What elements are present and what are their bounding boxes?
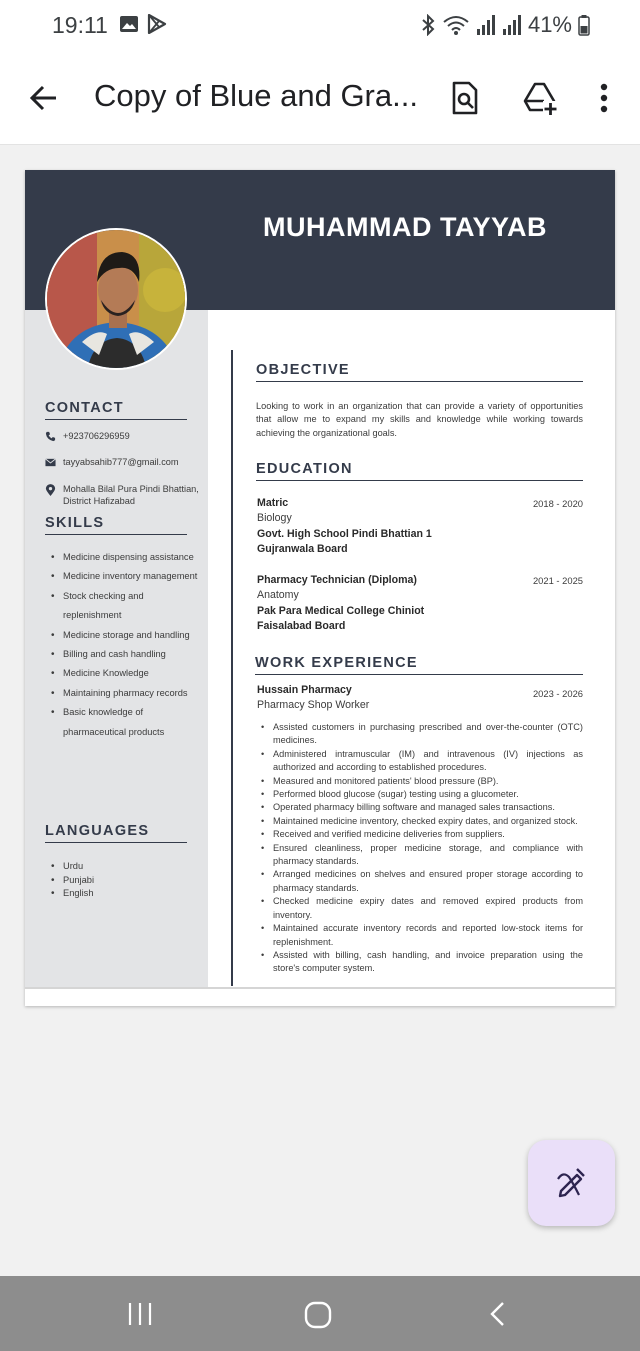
work-role: Pharmacy Shop Worker: [257, 699, 370, 712]
gallery-icon: [119, 14, 139, 34]
languages-list: [51, 860, 201, 901]
work-duty-item: • Maintained accurate inventory records and reported low-stock items for replenishment.: [258, 922, 583, 949]
objective-text: Looking to work in an organization that can provide a variety of opportunities that allow me to expand my skills and knowledge while working towards achieving the organizational goals.: [256, 401, 583, 438]
work-duty-item: • Checked medicine expiry dates and removed expired products from inventory.: [258, 895, 583, 922]
language-item: • Punjabi: [51, 874, 201, 888]
column-divider: [231, 350, 233, 986]
work-duty-item: • Ensured cleanliness, proper medicine storage, and compliance with pharmacy standards.: [258, 842, 583, 869]
work-years: 2023 - 2026: [532, 688, 583, 699]
work-experience-heading: WORK EXPERIENCE: [255, 655, 583, 675]
find-in-page-icon[interactable]: [447, 80, 483, 116]
work-duty-item: • Administered intramuscular (IM) and intravenous (IV) injections as authorized and according to established procedures.: [258, 748, 583, 775]
education-field: Biology: [257, 512, 292, 525]
work-duty-item: • Assisted customers in purchasing prescribed and over-the-counter (OTC) medicines.: [258, 721, 583, 748]
skill-item: • Maintaining pharmacy records: [51, 684, 201, 703]
location-pin-icon: [45, 484, 56, 497]
skill-item: • Medicine Knowledge: [51, 664, 201, 683]
status-time: 19:11: [52, 12, 108, 38]
back-icon[interactable]: [484, 1300, 512, 1328]
email-icon: [45, 457, 56, 468]
status-right: [420, 12, 590, 38]
wifi-icon: [442, 14, 470, 36]
contact-address: Mohalla Bilal Pura Pindi Bhattian, District Hafizabad: [45, 483, 205, 507]
home-icon[interactable]: [303, 1300, 333, 1330]
contact-phone: +923706296959: [45, 430, 205, 442]
battery-percent: 41%: [527, 12, 572, 37]
work-company: Hussain Pharmacy: [257, 684, 352, 696]
signal-icon-2: [502, 14, 522, 36]
objective-heading: OBJECTIVE: [256, 362, 583, 382]
contact-email: tayyabsahib777@gmail.com: [45, 456, 205, 468]
add-to-drive-icon[interactable]: [522, 80, 558, 116]
phone-icon: [45, 431, 56, 442]
work-duty-item: • Maintained medicine inventory, checked expiry dates, and organized stock.: [258, 815, 583, 828]
skill-item: • Billing and cash handling: [51, 645, 201, 664]
edit-fab-button[interactable]: [528, 1140, 615, 1226]
skill-item: • Medicine storage and handling: [51, 626, 201, 645]
signal-icon: [476, 14, 496, 36]
work-duty-item: • Assisted with billing, cash handling, and invoice preparation using the store's computer system.: [258, 949, 583, 976]
work-duty-item: • Measured and monitored patients' blood pressure (BP).: [258, 775, 583, 788]
education-entry: [257, 496, 583, 557]
education-degree: Pharmacy Technician (Diploma): [257, 574, 417, 586]
skill-item: • Stock checking and replenishment: [51, 587, 201, 626]
education-board: Faisalabad Board: [257, 619, 346, 632]
skills-list: [51, 548, 201, 742]
battery-icon: [578, 14, 590, 36]
system-nav-bar: [0, 1276, 640, 1351]
work-duty-item: • Arranged medicines on shelves and ensured proper storage according to pharmacy standards.: [258, 868, 583, 895]
work-duty-item: • Performed blood glucose (sugar) testing using a glucometer.: [258, 788, 583, 801]
work-duty-item: • Received and verified medicine deliveries from suppliers.: [258, 828, 583, 841]
education-school: Pak Para Medical College Chiniot: [257, 604, 425, 617]
back-arrow-icon[interactable]: [28, 82, 60, 114]
resume-document[interactable]: [25, 170, 615, 1006]
status-bar: [0, 0, 640, 50]
document-title: Copy of Blue and Gra...: [94, 78, 418, 113]
language-item: • Urdu: [51, 860, 201, 874]
profile-photo: [45, 228, 187, 370]
language-item: • English: [51, 887, 201, 901]
languages-heading: LANGUAGES: [45, 823, 187, 843]
skill-item: • Basic knowledge of pharmaceutical products: [51, 703, 201, 742]
education-degree: Matric: [257, 497, 289, 509]
education-school: Govt. High School Pindi Bhattian 1: [257, 527, 432, 540]
education-field: Anatomy: [257, 589, 299, 602]
work-duty-item: • Operated pharmacy billing software and managed sales transactions.: [258, 801, 583, 814]
app-bar: [0, 50, 640, 145]
skill-item: • Medicine inventory management: [51, 567, 201, 586]
education-heading: EDUCATION: [256, 461, 583, 481]
page-bottom-edge: [25, 987, 615, 989]
education-board: Gujranwala Board: [257, 542, 348, 555]
skill-item: • Medicine dispensing assistance: [51, 548, 201, 567]
play-store-icon: [146, 14, 168, 34]
contact-heading: CONTACT: [45, 400, 187, 420]
education-years: 2021 - 2025: [532, 575, 583, 586]
work-duties-list: [258, 721, 583, 976]
education-years: 2018 - 2020: [532, 498, 583, 509]
work-entry: [257, 683, 583, 714]
recents-icon[interactable]: [126, 1300, 154, 1328]
skills-heading: SKILLS: [45, 515, 187, 535]
edit-pen-icon: [555, 1167, 588, 1200]
resume-name: MUHAMMAD TAYYAB: [262, 212, 547, 242]
more-vert-icon[interactable]: [586, 80, 622, 116]
bluetooth-icon: [420, 14, 436, 36]
education-entry: [257, 573, 583, 634]
